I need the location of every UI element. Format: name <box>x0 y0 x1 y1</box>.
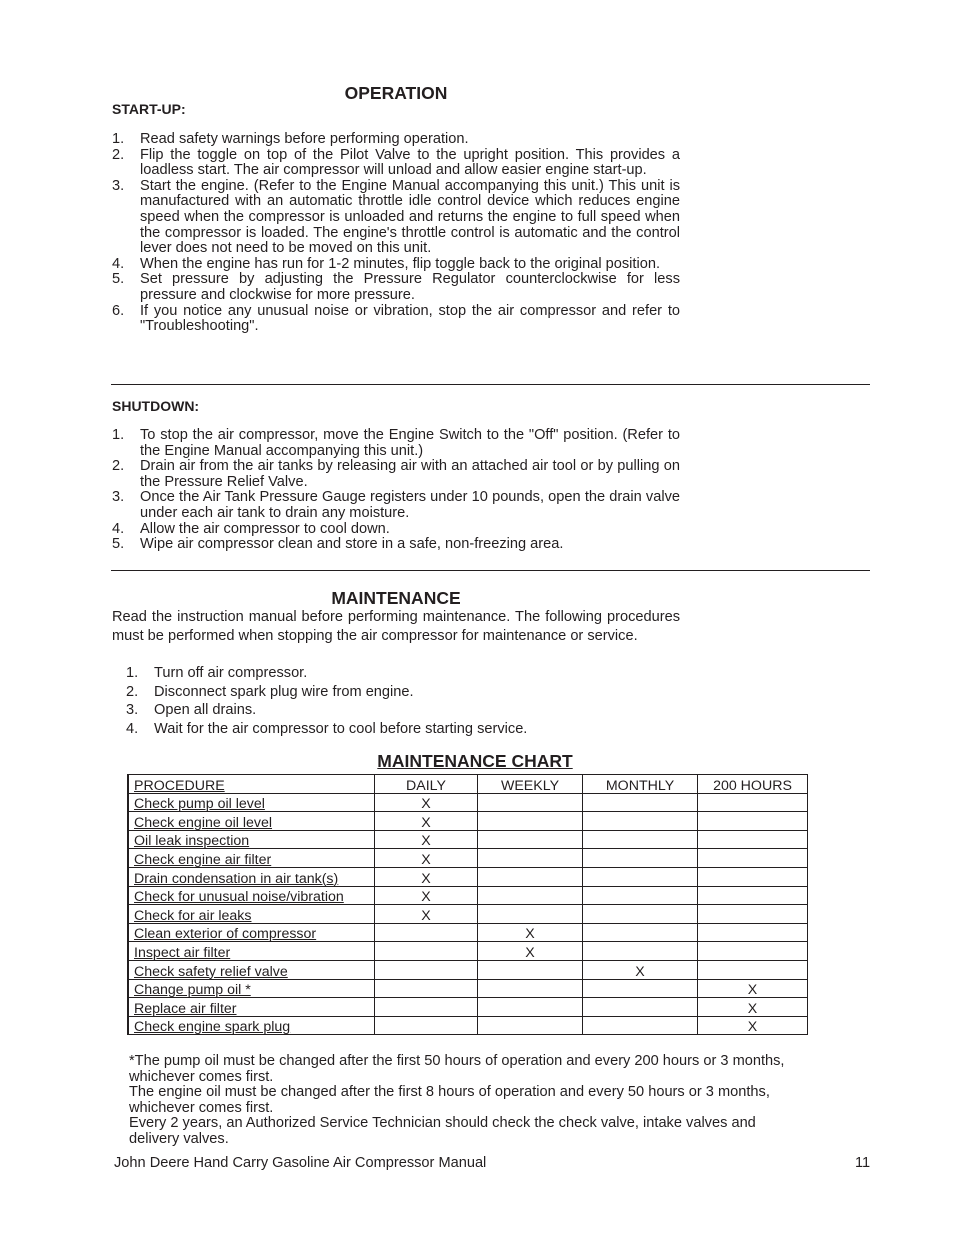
procedure-cell: Check engine spark plug <box>128 1016 375 1035</box>
schedule-cell <box>375 960 478 979</box>
schedule-cell <box>478 867 583 886</box>
table-row <box>128 979 808 998</box>
schedule-cell: X <box>375 886 478 905</box>
column-header-weekly: WEEKLY <box>478 775 583 794</box>
procedure-cell: Check pump oil level <box>128 793 375 812</box>
list-item: 1. Turn off air compressor. <box>126 665 308 681</box>
schedule-cell <box>583 793 698 812</box>
schedule-cell <box>478 849 583 868</box>
schedule-cell <box>583 867 698 886</box>
schedule-cell <box>375 998 478 1017</box>
schedule-cell <box>375 942 478 961</box>
schedule-cell <box>478 812 583 831</box>
schedule-cell <box>698 960 808 979</box>
table-row <box>128 830 808 849</box>
table-row <box>128 998 808 1017</box>
section-divider <box>111 570 870 571</box>
schedule-cell <box>583 942 698 961</box>
list-item: 1. To stop the air compressor, move the Engine Switch to the "Off" position. (Refer to the Engine Manual accompanying this unit.) <box>112 427 680 459</box>
schedule-cell <box>375 979 478 998</box>
procedure-cell: Check engine oil level <box>128 812 375 831</box>
schedule-cell: X <box>375 849 478 868</box>
table-row <box>128 812 808 831</box>
schedule-cell <box>375 1016 478 1035</box>
startup-heading: START-UP: <box>112 101 186 117</box>
maintenance-steps-list <box>126 664 686 738</box>
schedule-cell: X <box>698 998 808 1017</box>
procedure-cell: Inspect air filter <box>128 942 375 961</box>
schedule-cell <box>478 979 583 998</box>
table-row <box>128 905 808 924</box>
schedule-cell <box>583 905 698 924</box>
schedule-cell <box>583 830 698 849</box>
footer-manual-title: John Deere Hand Carry Gasoline Air Compressor Manual <box>114 1155 487 1171</box>
procedure-cell: Change pump oil * <box>128 979 375 998</box>
table-row <box>128 886 808 905</box>
schedule-cell <box>698 849 808 868</box>
schedule-cell <box>698 923 808 942</box>
column-header-daily: DAILY <box>375 775 478 794</box>
column-header-200-hours: 200 HOURS <box>698 775 808 794</box>
schedule-cell: X <box>698 979 808 998</box>
column-header-procedure: PROCEDURE <box>128 775 375 794</box>
note-service-technician: Every 2 years, an Authorized Service Technician should check the check valve, intake valves and delivery valves. <box>129 1115 756 1147</box>
schedule-cell <box>478 793 583 812</box>
list-item: 4. Allow the air compressor to cool down. <box>112 520 390 537</box>
list-item: 6. If you notice any unusual noise or vibration, stop the air compressor and refer to "Troubleshooting". <box>112 302 680 335</box>
maintenance-chart-body <box>128 793 808 1035</box>
schedule-cell: X <box>375 830 478 849</box>
schedule-cell <box>478 830 583 849</box>
list-item: 2. Disconnect spark plug wire from engine. <box>126 683 414 700</box>
schedule-cell <box>478 905 583 924</box>
procedure-cell: Replace air filter <box>128 998 375 1017</box>
schedule-cell <box>698 830 808 849</box>
schedule-cell <box>698 793 808 812</box>
schedule-cell <box>583 998 698 1017</box>
maintenance-chart-table <box>127 774 808 1035</box>
page-number: 11 <box>855 1155 871 1171</box>
schedule-cell <box>375 923 478 942</box>
schedule-cell <box>698 867 808 886</box>
table-row <box>128 849 808 868</box>
procedure-cell: Check engine air filter <box>128 849 375 868</box>
table-row <box>128 960 808 979</box>
maintenance-chart-title: MAINTENANCE CHART <box>377 751 573 771</box>
procedure-cell: Check for unusual noise/vibration <box>128 886 375 905</box>
schedule-cell <box>583 979 698 998</box>
table-header-row <box>128 775 808 794</box>
column-header-monthly: MONTHLY <box>583 775 698 794</box>
schedule-cell: X <box>375 905 478 924</box>
schedule-cell: X <box>375 812 478 831</box>
schedule-cell: X <box>375 867 478 886</box>
schedule-cell <box>478 886 583 905</box>
schedule-cell <box>478 998 583 1017</box>
schedule-cell <box>698 886 808 905</box>
schedule-cell <box>583 923 698 942</box>
table-row <box>128 793 808 812</box>
schedule-cell: X <box>698 1016 808 1035</box>
list-item: 2. Flip the toggle on top of the Pilot Valve to the upright position. This provides a loadless start. The air compressor will unload and allow easier engine start-up. <box>112 146 680 179</box>
table-row <box>128 923 808 942</box>
shutdown-steps-list <box>112 428 680 553</box>
list-item: 3. Open all drains. <box>126 702 257 719</box>
procedure-cell: Check for air leaks <box>128 905 375 924</box>
list-item: 5. Wipe air compressor clean and store in a safe, non-freezing area. <box>112 536 564 553</box>
section-divider <box>111 384 870 385</box>
schedule-cell: X <box>375 793 478 812</box>
list-item: 3. Once the Air Tank Pressure Gauge registers under 10 pounds, open the drain valve under each air tank to drain any moisture. <box>112 489 680 521</box>
maintenance-notes <box>129 1054 809 1148</box>
procedure-cell: Oil leak inspection <box>128 830 375 849</box>
table-row <box>128 867 808 886</box>
list-item: 3. Start the engine. (Refer to the Engine Manual accompanying this unit.) This unit is manufactured with an automatic throttle idle control device which reduces engine speed when the compressor is unloaded and returns the engine to full speed when the compressor is loaded. The engine's throttle control is automatic and the control lever does not need to be moved on this unit. <box>112 177 680 257</box>
procedure-cell: Clean exterior of compressor <box>128 923 375 942</box>
schedule-cell <box>478 960 583 979</box>
table-row <box>128 942 808 961</box>
note-engine-oil: The engine oil must be changed after the first 8 hours of operation and every 50 hours or 3 months, whichever comes first. <box>129 1084 770 1116</box>
schedule-cell <box>698 812 808 831</box>
schedule-cell <box>583 849 698 868</box>
schedule-cell: X <box>583 960 698 979</box>
schedule-cell <box>583 812 698 831</box>
schedule-cell <box>698 905 808 924</box>
table-row <box>128 1016 808 1035</box>
schedule-cell: X <box>478 942 583 961</box>
schedule-cell <box>478 1016 583 1035</box>
list-item: 1. Read safety warnings before performing operation. <box>112 131 469 147</box>
list-item: 5. Set pressure by adjusting the Pressure Regulator counterclockwise for less pressure and clockwise for more pressure. <box>112 271 680 303</box>
list-item: 4. Wait for the air compressor to cool before starting service. <box>126 720 528 737</box>
procedure-cell: Drain condensation in air tank(s) <box>128 867 375 886</box>
note-pump-oil: *The pump oil must be changed after the first 50 hours of operation and every 200 hours or 3 months, whichever comes first. <box>129 1053 785 1085</box>
schedule-cell: X <box>478 923 583 942</box>
procedure-cell: Check safety relief valve <box>128 960 375 979</box>
maintenance-intro: Read the instruction manual before performing maintenance. The following procedures must be performed when stopping the air compressor for maintenance or service. <box>112 609 680 644</box>
schedule-cell <box>698 942 808 961</box>
startup-steps-list <box>112 132 680 335</box>
schedule-cell <box>583 886 698 905</box>
list-item: 2. Drain air from the air tanks by releasing air with an attached air tool or by pulling on the Pressure Relief Valve. <box>112 458 680 490</box>
maintenance-title: MAINTENANCE <box>331 588 461 608</box>
schedule-cell <box>583 1016 698 1035</box>
operation-title: OPERATION <box>344 83 448 103</box>
shutdown-heading: SHUTDOWN: <box>112 398 200 414</box>
list-item: 4. When the engine has run for 1-2 minutes, flip toggle back to the original position. <box>112 255 661 272</box>
